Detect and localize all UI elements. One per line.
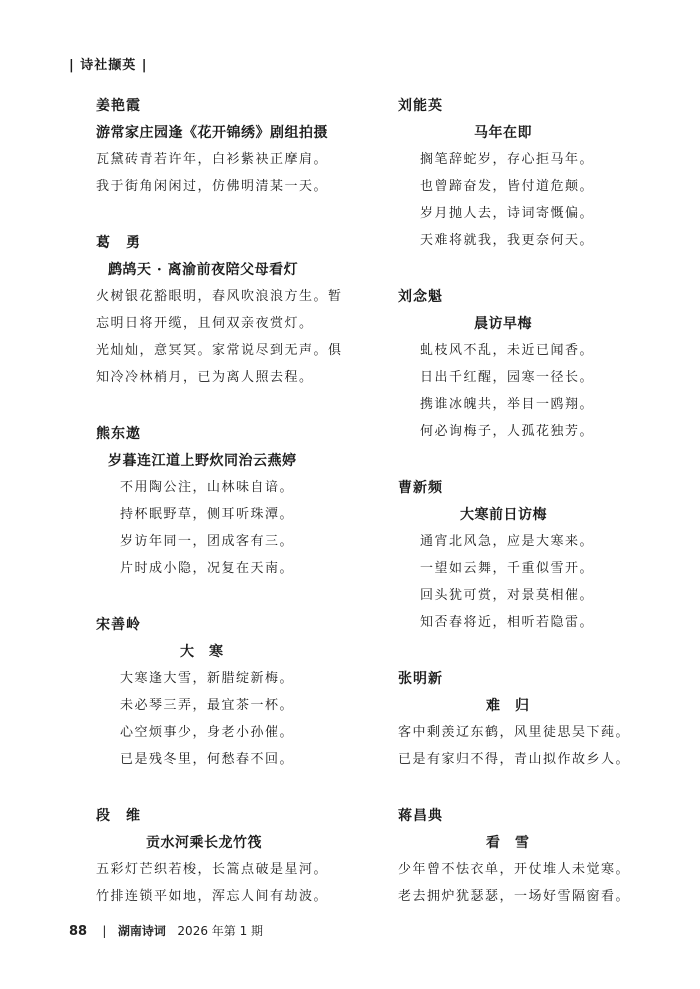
poem-title: 晨访早梅: [474, 316, 532, 332]
poem-title: 贡水河乘长龙竹筏: [146, 835, 262, 851]
poem-block: [398, 287, 626, 442]
footer-separator: |: [102, 924, 107, 938]
poem-block: [96, 806, 329, 907]
poem-line: 也曾蹄奋发，皆付道危颠。: [420, 179, 595, 194]
poem-line: 火树银花豁眼明，春风吹浪浪方生。暂: [96, 289, 343, 304]
poem-title: 鹧鸪天 · 离渝前夜陪父母看灯: [108, 262, 299, 278]
poem-line: 已是有家归不得，青山拟作故乡人。: [398, 752, 631, 767]
poem-block: [96, 615, 324, 770]
poem-title: 岁暮连江道上野炊同治云燕婷: [108, 453, 297, 469]
poem-line: 已是残冬里，何愁春不回。: [120, 752, 295, 767]
poem-line: 老去拥炉犹瑟瑟，一场好雪隔窗看。: [398, 889, 631, 904]
poem-line: 岁月抛人去，诗词寄慨偏。: [420, 206, 595, 221]
poem-line: 竹排连锁平如地，浑忘人间有劫波。: [96, 889, 329, 904]
poem-line: 五彩灯芒织若梭，长篙点破是星河。: [96, 862, 329, 877]
poem-author: 曹新频: [398, 480, 443, 496]
page-number: 88: [69, 924, 88, 939]
page-footer: [69, 922, 263, 939]
poem-line: 岁访年同一，团成客有三。: [120, 534, 295, 549]
poem-block: [398, 669, 631, 770]
magazine-name: 湖南诗词: [117, 924, 166, 938]
poem-title: 大寒前日访梅: [460, 507, 547, 523]
poem-line: 瓦黛砖青若许年，白衫紫袂正摩肩。: [96, 152, 329, 167]
poem-line: 搁笔辞蛇岁，存心拒马年。: [420, 152, 595, 167]
poem-line: 一望如云舞，千重似雪开。: [420, 561, 595, 576]
poem-line: 不用陶公注，山林味自谙。: [120, 480, 295, 495]
poem-title: 看 雪: [486, 835, 530, 851]
poem-author: 熊东遨: [96, 426, 141, 442]
poem-author: 刘能英: [398, 98, 443, 114]
poem-line: 回头犹可赏，对景莫相催。: [420, 588, 595, 603]
poem-author: 宋善岭: [96, 617, 141, 633]
poem-line: 携谁冰魄共，举目一鸥翔。: [420, 397, 595, 412]
poem-author: 段 维: [96, 808, 141, 824]
poem-line: 知冷冷林梢月，已为离人照去程。: [96, 370, 314, 385]
poem-line: 片时成小隐，况复在天南。: [120, 561, 295, 576]
poem-line: 通宵北风急，应是大寒来。: [420, 534, 595, 549]
poem-line: 我于街角闲闲过，仿佛明清某一天。: [96, 179, 329, 194]
poem-title: 马年在即: [474, 125, 532, 141]
poem-author: 葛 勇: [96, 235, 141, 251]
poem-title: 难 归: [486, 698, 530, 714]
poem-line: 天难将就我，我更奈何天。: [420, 233, 595, 248]
poem-line: 忘明日将开缆，且伺双亲夜赏灯。: [96, 316, 314, 331]
poem-line: 日出千红醒，园寒一径长。: [420, 370, 595, 385]
issue-label: 2026 年第 1 期: [177, 924, 264, 938]
poem-title: 游常家庄园逢《花开锦绣》剧组拍摄: [96, 125, 328, 141]
poem-block: [398, 806, 631, 907]
left-column: [96, 96, 343, 943]
poem-block: [96, 424, 324, 579]
poem-author: 刘念魁: [398, 289, 443, 305]
poem-author: 张明新: [398, 671, 443, 687]
poem-block: [96, 233, 343, 388]
poem-block: [398, 96, 626, 251]
right-column: [398, 96, 631, 943]
poem-line: 客中剩羡辽东鹤，风里徒思吴下莼。: [398, 725, 631, 740]
poem-line: 少年曾不怯衣单，开仗堆人未觉寒。: [398, 862, 631, 877]
poem-line: 何必询梅子，人孤花独芳。: [420, 424, 595, 439]
poem-line: 持杯眠野草，侧耳听珠潭。: [120, 507, 295, 522]
poem-line: 知否春将近，相听若隐雷。: [420, 615, 595, 630]
poem-block: [96, 96, 329, 197]
poem-title: 大 寒: [180, 644, 224, 660]
poem-line: 大寒逢大雪，新腊绽新梅。: [120, 671, 295, 686]
poem-line: 虬枝风不乱，未近已闻香。: [420, 343, 595, 358]
section-header: | 诗社撷英 |: [69, 58, 148, 73]
poem-author: 姜艳霞: [96, 98, 141, 114]
poem-line: 心空烦事少，身老小孙催。: [120, 725, 295, 740]
poem-line: 光灿灿，意冥冥。家常说尽到无声。俱: [96, 343, 343, 358]
poem-line: 未必琴三弄，最宜茶一杯。: [120, 698, 295, 713]
poem-author: 蒋昌典: [398, 808, 443, 824]
poem-block: [398, 478, 626, 633]
